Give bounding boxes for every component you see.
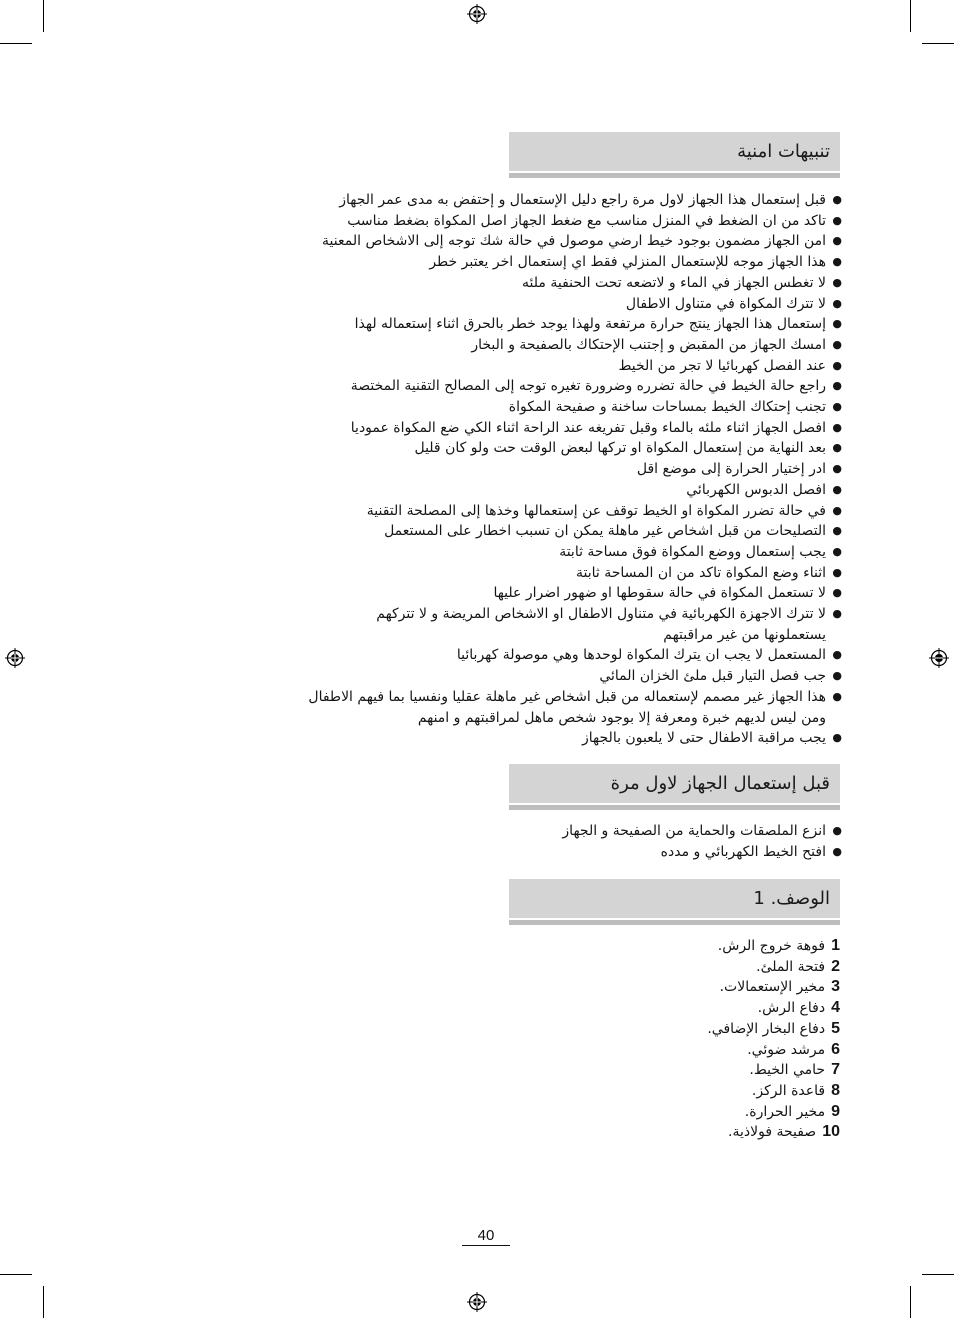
list-item-text: المستعمل لا يجب ان يترك المكواة لوحدها وهي موصولة كهربائيا xyxy=(456,647,826,664)
list-item-text: هذا الجهاز غير مصمم لإستعماله من قبل اشخاص غير ماهلة عقليا ونفسيا بما فيهم الاطفال xyxy=(308,688,826,705)
item-label: فوهة خروج الرش. xyxy=(717,938,826,954)
list-item xyxy=(308,687,842,728)
list-item-text: راجع حالة الخيط في حالة تضرره وضرورة تغيره توجه إلى المصالح التقنية المختصة xyxy=(350,378,826,395)
list-item-text: يستعملونها من غير مراقبتهم xyxy=(663,626,826,643)
bullet-icon: ● xyxy=(832,317,842,331)
bullet-icon: ● xyxy=(832,844,842,858)
item-number: 6 xyxy=(831,1040,840,1058)
list-item xyxy=(308,190,842,211)
registration-mark-icon xyxy=(929,648,949,668)
bullet-icon: ● xyxy=(832,255,842,269)
registration-mark-icon xyxy=(5,648,25,668)
list-item xyxy=(308,356,842,377)
description-item xyxy=(707,1019,840,1040)
crop-mark xyxy=(910,1286,911,1318)
list-item-text: تجنب إحتكاك الخيط بمساحات ساخنة و صفيحة المكواة xyxy=(508,399,826,416)
list-item xyxy=(308,604,842,645)
list-item-text: هذا الجهاز موجه للإستعمال المنزلي فقط اي إستعمال اخر يعتبر خطر xyxy=(429,254,826,271)
item-label: دفاع الرش. xyxy=(757,1000,826,1017)
list-item xyxy=(308,501,842,522)
list-item-text: يجب إستعمال ووضع المكواة فوق مساحة ثابتة xyxy=(559,543,826,560)
bullet-icon: ● xyxy=(832,482,842,496)
item-label: قاعدة الركز. xyxy=(751,1082,826,1099)
list-item xyxy=(308,211,842,232)
bullet-icon: ● xyxy=(832,193,842,206)
description-item xyxy=(707,1081,840,1102)
bullet-icon: ● xyxy=(832,379,842,393)
bullet-icon: ● xyxy=(832,420,842,434)
list-item-text: عند الفصل كهربائيا لا تجر من الخيط xyxy=(618,357,826,374)
list-item-text: اثناء وضع المكواة تاكد من ان المساحة ثابتة xyxy=(575,564,826,581)
bullet-icon: ● xyxy=(832,607,842,621)
bullet-icon: ● xyxy=(832,689,842,703)
section-divider xyxy=(509,805,840,810)
list-item xyxy=(562,821,842,842)
list-item xyxy=(308,314,842,335)
list-item-text: لا تترك الاجهزة الكهربائية في متناول الاطفال او الاشخاص المريضة و لا تتركهم xyxy=(376,606,826,623)
item-label: دفاع البخار الإضافي. xyxy=(707,1020,826,1037)
item-number: 4 xyxy=(831,999,840,1017)
crop-mark xyxy=(43,0,44,32)
item-number: 3 xyxy=(831,978,840,996)
first-use-section-header xyxy=(509,764,840,803)
list-item xyxy=(308,397,842,418)
list-item-text: افصل الجهاز اثناء ملئه بالماء وقبل تفريغه عند الراحة اثناء الكي ضع المكواة عموديا xyxy=(350,419,826,436)
list-item xyxy=(308,252,842,273)
bullet-icon: ● xyxy=(832,213,842,227)
page-number: 40 xyxy=(477,1227,495,1244)
item-label: صفيحة فولاذية. xyxy=(728,1124,817,1141)
bullet-icon: ● xyxy=(832,565,842,579)
list-item xyxy=(308,438,842,459)
list-item xyxy=(308,521,842,542)
bullet-icon: ● xyxy=(832,275,842,289)
list-item xyxy=(308,459,842,480)
section-divider xyxy=(509,920,840,925)
safety-section-title: تنبيهات امنية xyxy=(737,141,830,162)
registration-mark-icon xyxy=(467,4,487,24)
list-item-text: انزع الملصقات والحماية من الصفيحة و الجهاز xyxy=(562,823,826,839)
description-item xyxy=(707,1060,840,1081)
bullet-icon: ● xyxy=(832,731,842,745)
item-label: حامي الخيط. xyxy=(749,1062,826,1079)
item-label: مخير الإستعمالات. xyxy=(719,979,826,996)
item-number: 10 xyxy=(822,1123,840,1141)
crop-mark xyxy=(910,0,911,32)
description-section-title: الوصف. 1 xyxy=(753,888,830,909)
item-number: 1 xyxy=(831,937,840,954)
list-item-text: جب فصل التيار قبل ملئ الخزان المائي xyxy=(599,668,826,685)
list-item xyxy=(308,376,842,397)
bullet-icon: ● xyxy=(832,296,842,310)
item-label: مخير الحرارة. xyxy=(744,1103,826,1120)
bullet-icon: ● xyxy=(832,400,842,414)
registration-mark-icon xyxy=(467,1292,487,1312)
list-item-text: لا تترك المكواة في متناول الاطفال xyxy=(625,295,826,312)
bullet-icon: ● xyxy=(832,544,842,558)
list-item xyxy=(308,231,842,252)
item-number: 8 xyxy=(831,1081,840,1099)
crop-mark xyxy=(922,1274,954,1275)
list-item-text: لا تغطس الجهاز في الماء و لاتضعه تحت الحنفية ملئه xyxy=(522,274,826,291)
item-number: 9 xyxy=(831,1102,840,1120)
list-item xyxy=(308,666,842,687)
bullet-icon: ● xyxy=(832,358,842,372)
description-item xyxy=(707,998,840,1019)
first-use-section-title: قبل إستعمال الجهاز لاول مرة xyxy=(610,773,830,794)
crop-mark xyxy=(0,1274,32,1275)
bullet-icon: ● xyxy=(832,824,842,837)
bullet-icon: ● xyxy=(832,337,842,351)
list-item xyxy=(308,418,842,439)
bullet-icon: ● xyxy=(832,503,842,517)
list-item-text: لا تستعمل المكواة في حالة سقوطها او ضهور اضرار عليها xyxy=(493,585,826,602)
item-label: فتحة الملئ. xyxy=(756,958,826,975)
list-item xyxy=(308,645,842,666)
list-item-text: إستعمال هذا الجهاز ينتج حرارة مرتفعة ولهذا يوجد خطر بالحرق اثناء إستعماله لهذا xyxy=(354,316,826,333)
list-item xyxy=(308,335,842,356)
list-item-text: بعد النهاية من إستعمال المكواة او تركها لبعض الوقت حت ولو كان قليل xyxy=(414,440,826,457)
item-number: 5 xyxy=(831,1019,840,1037)
item-number: 7 xyxy=(831,1061,840,1079)
bullet-icon: ● xyxy=(832,586,842,600)
list-item-text: تاكد من ان الضغط في المنزل مناسب مع ضغط الجهاز اصل المكواة بضغط مناسب xyxy=(347,212,826,229)
list-item xyxy=(308,542,842,563)
list-item-text: افصل الدبوس الكهربائي xyxy=(686,481,826,498)
bullet-icon: ● xyxy=(832,648,842,662)
list-item-text: ادر إختيار الحرارة إلى موضع اقل xyxy=(636,461,826,478)
item-number: 2 xyxy=(831,957,840,975)
crop-mark xyxy=(922,43,954,44)
list-item xyxy=(562,842,842,863)
list-item-text: افتح الخيط الكهربائي و مدده xyxy=(660,843,826,860)
description-item xyxy=(707,1122,840,1143)
description-item xyxy=(707,936,840,957)
item-label: مرشد ضوئي. xyxy=(747,1041,826,1058)
list-item xyxy=(308,563,842,584)
list-item-text: ومن ليس لديهم خبرة ومعرفة إلا بوجود شخص ماهل لمراقبتهم و امنهم xyxy=(417,709,826,726)
description-item xyxy=(707,1102,840,1123)
description-item xyxy=(707,1040,840,1061)
list-item-text: التصليحات من قبل اشخاص غير ماهلة يمكن ان تسبب اخطار على المستعمل xyxy=(384,523,826,540)
list-item-text: في حالة تضرر المكواة او الخيط توقف عن إستعمالها وخذها إلى المصلحة التقنية xyxy=(366,502,826,519)
bullet-icon: ● xyxy=(832,669,842,683)
bullet-icon: ● xyxy=(832,524,842,538)
safety-list xyxy=(308,190,842,749)
list-item xyxy=(308,728,842,749)
list-item-text: امن الجهاز مضمون بوجود خيط ارضي موصول في حالة شك توجه إلى الاشخاص المعنية xyxy=(322,233,826,250)
list-item xyxy=(308,480,842,501)
list-item-text: قبل إستعمال هذا الجهاز لاول مرة راجع دليل الإستعمال و إحتفض به مدى عمر الجهاز xyxy=(339,192,826,208)
bullet-icon: ● xyxy=(832,234,842,248)
description-list xyxy=(707,936,840,1143)
safety-section-header xyxy=(509,132,840,171)
list-item xyxy=(308,294,842,315)
list-item-text: يجب مراقبة الاطفال حتى لا يلعبون بالجهاز xyxy=(582,730,826,747)
list-item xyxy=(308,273,842,294)
bullet-icon: ● xyxy=(832,441,842,455)
list-item xyxy=(308,583,842,604)
description-section-header xyxy=(509,879,840,918)
description-item xyxy=(707,957,840,978)
bullet-icon: ● xyxy=(832,462,842,476)
description-item xyxy=(707,977,840,998)
crop-mark xyxy=(0,43,32,44)
list-item-text: امسك الجهاز من المقبض و إجتنب الإحتكاك بالصفيحة و البخار xyxy=(471,336,826,353)
first-use-list xyxy=(562,821,842,862)
crop-mark xyxy=(43,1286,44,1318)
page-number-underline xyxy=(462,1245,510,1246)
section-divider xyxy=(509,173,840,178)
